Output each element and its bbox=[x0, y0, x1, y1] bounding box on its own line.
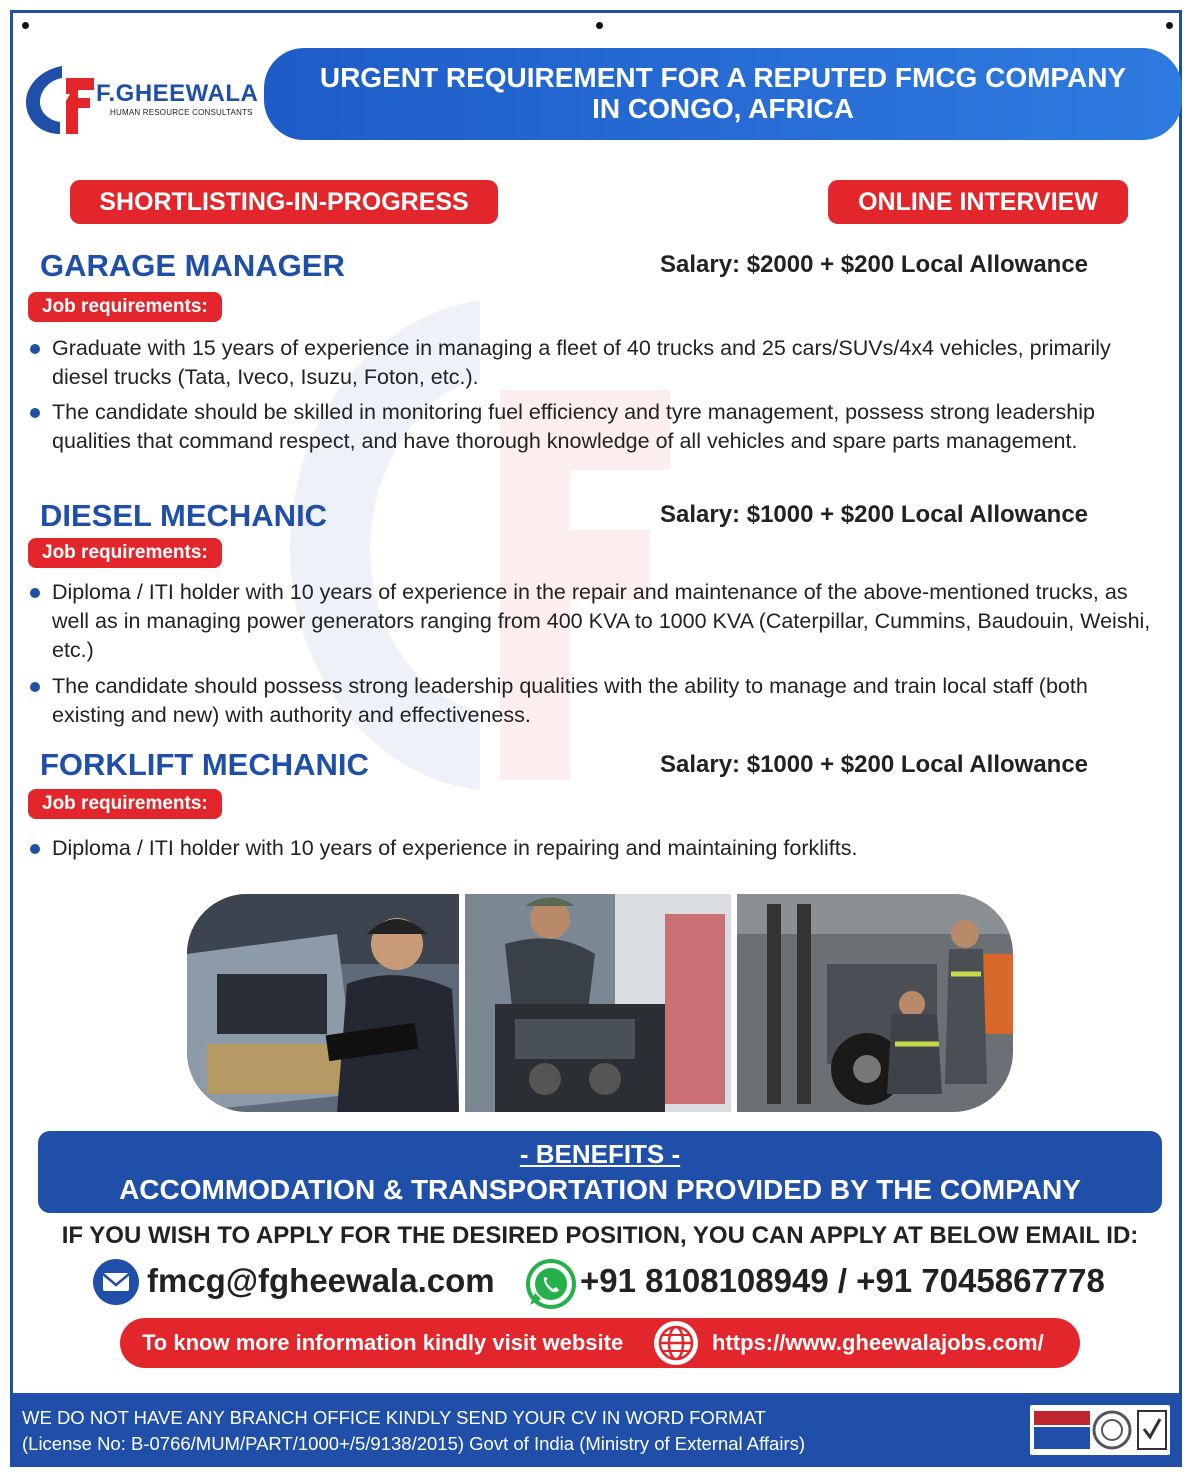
benefits-text: ACCOMMODATION & TRANSPORTATION PROVIDED BY THE COMPANY bbox=[119, 1174, 1081, 1205]
requirement-bullet: Diploma / ITI holder with 10 years of experience in the repair and maintenance of the above-mentioned trucks, as well as in managing power generators ranging from 400 KVA to 1000 KVA (Caterpillar, Cummins, Baudouin, Weishi, etc.) bbox=[28, 578, 1158, 665]
corner-dot bbox=[1166, 22, 1173, 29]
footer bbox=[10, 1393, 1182, 1467]
status-badge-shortlisting: SHORTLISTING-IN-PROGRESS bbox=[70, 180, 498, 224]
globe-icon bbox=[652, 1319, 700, 1367]
website-url[interactable]: https://www.gheewalajobs.com/ bbox=[712, 1330, 1044, 1355]
requirement-bullet: Diploma / ITI holder with 10 years of experience in repairing and maintaining forklifts. bbox=[28, 834, 1158, 863]
photo-strip bbox=[187, 894, 1013, 1112]
salary-forklift-mechanic: Salary: $1000 + $200 Local Allowance bbox=[660, 751, 1089, 778]
job-requirements-label: Job requirements: bbox=[28, 538, 222, 568]
whatsapp-icon bbox=[526, 1259, 576, 1309]
requirement-bullet: The candidate should be skilled in monitoring fuel efficiency and tyre management, possess strong leadership qualities that command respect, and have thorough knowledge of all vehicles and spare parts management. bbox=[28, 398, 1158, 456]
corner-dot bbox=[22, 22, 29, 29]
header-line-2: IN CONGO, AFRICA bbox=[592, 93, 854, 124]
requirement-bullet: The candidate should possess strong leadership qualities with the ability to manage and train local staff (both existing and new) with authority and effectiveness. bbox=[28, 672, 1158, 730]
salary-diesel-mechanic: Salary: $1000 + $200 Local Allowance bbox=[660, 501, 1089, 528]
apply-instruction: IF YOU WISH TO APPLY FOR THE DESIRED POSITION, YOU CAN APPLY AT BELOW EMAIL ID: bbox=[61, 1222, 1139, 1249]
benefits-banner bbox=[38, 1131, 1162, 1213]
company-tagline: HUMAN RESOURCE CONSULTANTS bbox=[110, 108, 253, 117]
corner-dot bbox=[596, 22, 603, 29]
salary-garage-manager: Salary: $2000 + $200 Local Allowance bbox=[660, 251, 1089, 278]
footer-line-1: WE DO NOT HAVE ANY BRANCH OFFICE KINDLY SEND YOUR CV IN WORD FORMAT bbox=[22, 1407, 766, 1428]
requirement-bullet: Graduate with 15 years of experience in managing a fleet of 40 trucks and 25 cars/SUVs/4x4 vehicles, primarily diesel trucks (Tata, Iveco, Isuzu, Foton, etc.). bbox=[28, 334, 1158, 392]
website-banner[interactable] bbox=[120, 1318, 1080, 1368]
company-name: F.GHEEWALA bbox=[96, 80, 259, 107]
job-title-forklift-mechanic: FORKLIFT MECHANIC bbox=[40, 747, 369, 782]
job-title-garage-manager: GARAGE MANAGER bbox=[40, 248, 345, 283]
job-title-diesel-mechanic: DIESEL MECHANIC bbox=[40, 498, 328, 533]
photo-forklift bbox=[737, 894, 1013, 1112]
job-requirements-label: Job requirements: bbox=[28, 789, 222, 819]
photo-diesel-engine bbox=[465, 894, 731, 1112]
photo-garage-technician bbox=[187, 894, 459, 1112]
header-line-1: URGENT REQUIREMENT FOR A REPUTED FMCG COMPANY bbox=[319, 62, 1127, 93]
status-badge-interview: ONLINE INTERVIEW bbox=[828, 180, 1128, 224]
phone-numbers[interactable]: +91 8108108949 / +91 7045867778 bbox=[580, 1262, 1105, 1299]
envelope-icon bbox=[92, 1258, 140, 1306]
job-requirements-label: Job requirements: bbox=[28, 292, 222, 322]
footer-line-2: (License No: B-0766/MUM/PART/1000+/5/9138/2015) Govt of India (Ministry of External Affairs) bbox=[22, 1433, 806, 1454]
email-link[interactable]: fmcg@fgheewala.com bbox=[147, 1262, 495, 1299]
benefits-heading: - BENEFITS - bbox=[519, 1139, 681, 1169]
certification-badges-icon bbox=[1030, 1405, 1170, 1455]
website-label: To know more information kindly visit website bbox=[142, 1330, 624, 1355]
header-banner bbox=[264, 48, 1182, 140]
